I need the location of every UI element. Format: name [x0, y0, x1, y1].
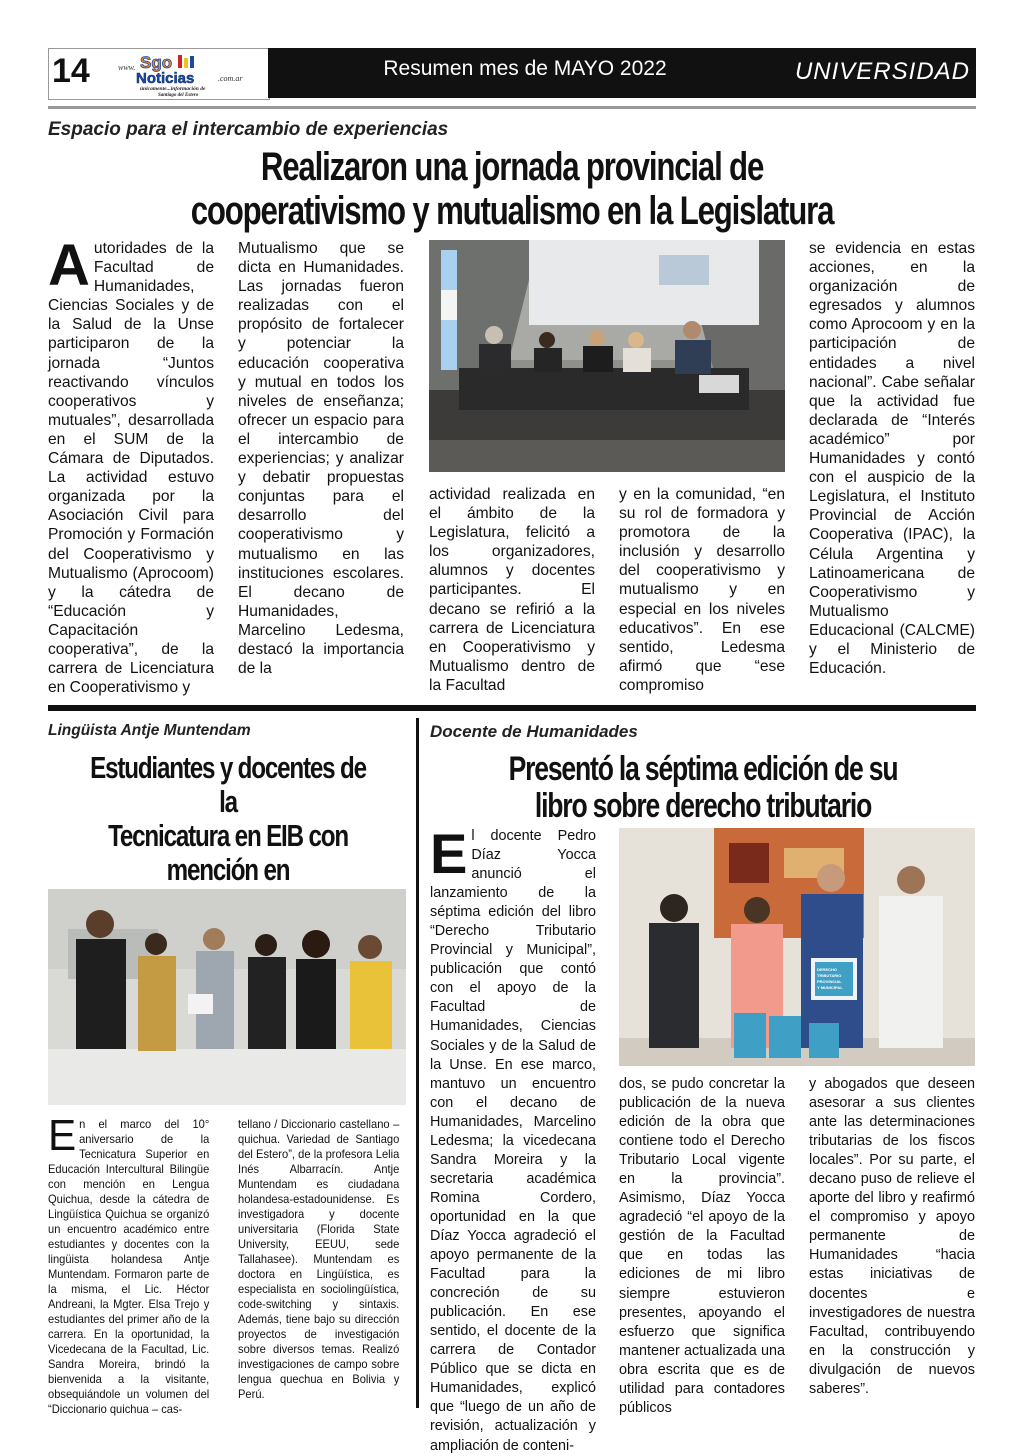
article3-col1-text: l docente Pedro Díaz Yocca anunció el lanzamiento de la séptima edición del libro “Derecho Tributario Provincial y Municipal”, publicación que contó con el apoyo de la Facultad de Humanidades, Ciencias Sociales y de la Salud de la Unse. En ese marco, mantuvo un encuentro con el decano de Humanidades, Marcelino Ledesma; la vicedecana Sandra Moreira y la secretaria académica Romina Cordero, oportunidad en la que Díaz Yocca agradeció el apoyo permanente de la Facultad para la concreción de su publicación. En ese sentido, el docente de la carrera de Contador Público que se dicta en Humanidades, explicó que “luego de un año de revisión, actualización y ampliación de conteni- — [430, 828, 596, 1454]
dictionary-book — [188, 994, 213, 1014]
article1-col5-text: se evidencia en estas acciones, en la organización de egresados y alumnos como Aprocoom y en la participación de entidades a nivel nacional”. Cabe señalar que la actividad fue declarada de “Interés académico” por Humanidades y contó con el auspicio de la Legislatura, el Instituto Provincial de Acción Cooperativa (IPAC), la Célula Argentina y Latinoamericana de Cooperativismo y Mutualismo Educacional (CALCME) y el Ministerio de Educación. — [809, 240, 975, 678]
projection-screen — [529, 240, 759, 325]
article2-col1 — [48, 1111, 210, 1416]
article3-headline — [490, 751, 916, 825]
article2-headline-line2: Tecnicatura en EIB con mención en — [108, 818, 348, 887]
logo-sgo: Sgo — [140, 53, 173, 72]
article2-kicker: Lingüista Antje Muntendam — [48, 722, 251, 739]
section-divider — [48, 705, 976, 711]
article1-col4 — [619, 485, 785, 695]
article2-col2-text: tellano / Diccionario castellano – quichua. Variedad de Santiago del Estero”, de la profesora Lelia Inés Albarracín. Antje Muntendam es ciudadana holandesa-estadounidense. Es investigadora y docente universitaria (Florida State University, EEUU, sede Tallahasee). Muntendam es doctora en Lingüística, es especialista en sociolingüística, code-switching y sintaxis. Además, tiene bajo su dirección proyectos de investigación sobre diversos temas. Realizó investigaciones de campo sobre lengua quechua en Bolivia y Perú. — [238, 1118, 400, 1401]
logo-www: www. — [118, 63, 136, 72]
table — [48, 1049, 406, 1105]
book-title-2: TRIBUTARIO — [817, 973, 842, 978]
page-number: 14 — [52, 52, 90, 90]
article2-headline-line1: Estudiantes y docentes de la — [90, 750, 366, 819]
article3-headline-line2: libro sobre derecho tributario — [534, 787, 872, 825]
article1-col5 — [809, 239, 975, 695]
article2-col1-text: n el marco del 10° aniversario de la Tecnicatura Superior en Educación Intercultural Bilingüe con mención en Lengua Quichua, desde la cátedra de Lingüística Quichua se organizó un encuentro académico entre estudiantes y docentes con la lingüista holandesa Antje Muntendam. Formaron parte de la misma, el Lic. Héctor Andreani, la Mgter. Elsa Trejo y estudiantes del primer año de la carrera. En la oportunidad, la Vicedecana de la Facultad, Lic. Sandra Moreira, brindó la bienvenida a la visitante, obsequiándole un volumen del “Diccionario quichua – cas- — [48, 1118, 210, 1416]
article1-dropcap: A — [48, 233, 90, 298]
article1-col1 — [48, 233, 214, 697]
logo-tagline-2: Santiago del Estero — [158, 93, 199, 98]
article1-col4-text: y en la comunidad, “en su rol de formadora y promotora de la inclusión y desarrollo del cooperativismo y mutualismo y en especial en los niveles educativos”. En ese sentido, Ledesma afirmó que “ese compromiso — [619, 486, 785, 694]
column-divider — [416, 718, 419, 1408]
section-title: UNIVERSIDAD — [794, 58, 970, 85]
article3-photo — [619, 828, 975, 1066]
article2-col2 — [238, 1117, 399, 1407]
article1-headline-line1: Realizaron una jornada provincial de — [260, 145, 764, 189]
sgonoticias-logo — [118, 52, 266, 98]
article3-col2-text: dos, se pudo concretar la publicación de la nueva edición de la obra que contiene todo el Derecho Tributario Local vigente en la provincia”. Asimismo, Díaz Yocca agradeció “el apoyo de la gestión de la Facultad que en todas las ediciones de mi libro siempre estuvieron presentes, apoyando el esfuerzo que significa mantener actualizada una obra escrita que es de utilidad para contadores públicos — [619, 1076, 785, 1416]
logo-tld: .com.ar — [218, 74, 243, 83]
article1-photo — [429, 240, 785, 472]
article3-headline-line1: Presentó la séptima edición de su — [508, 750, 898, 788]
article3-col1 — [430, 822, 596, 1454]
article3-kicker: Docente de Humanidades — [430, 722, 638, 741]
article1-col3-text: actividad realizada en el ámbito de la Legislatura, felicitó a los organizadores, alumnos y docentes participantes. El decano se refirió a la carrera de Licenciatura en Cooperativismo y Mutualismo dentro de la Facultad — [429, 486, 595, 694]
article2-dropcap: E — [48, 1111, 77, 1160]
article1-col3 — [429, 485, 595, 695]
article3-dropcap: E — [430, 822, 468, 885]
article1-col2-text: Mutualismo que se dicta en Humanidades. Las jornadas fueron realizadas con el propósito de fortalecer y potenciar la educación cooperativa y mutual en todos los niveles de enseñanza; ofrecer un espacio para el intercambio de experiencias; y analizar y debatir propuestas conjuntas para el desarrollo del cooperativismo y mutualismo en las instituciones escolares. El decano de Humanidades, Marcelino Ledesma, destacó la importancia de la — [238, 240, 404, 678]
article1-kicker: Espacio para el intercambio de experiencias — [48, 119, 449, 140]
article3-col3 — [809, 1075, 975, 1395]
article3-col3-text: y abogados que deseen asesorar a sus clientes ante las determinaciones tributarias de los fiscos locales”. Por su parte, el decano puso de relieve el aporte del libro y reafirmó el compromiso y apoyo permanente de Humanidades “hacia estas iniciativas de docentes e investigadores de nuestra Facultad, contribuyendo en la construcción y divulgación de nuevos saberes”. — [809, 1076, 975, 1397]
article2-photo — [48, 889, 406, 1105]
article3-col2 — [619, 1075, 785, 1416]
article1-col1-text: utoridades de la Facultad de Humanidades, Ciencias Sociales y de la Salud de la Unse participaron de la jornada “Juntos reactivando vínculos cooperativos y mutuales”, desarrollada en el SUM de la Cámara de Diputados. La actividad estuvo organizada por la Asociación Civil para Promoción y Formación del Cooperativismo y Mutualismo (Aprocoom) y la cátedra de “Educación y Capacitación cooperativa”, de la carrera de Licenciatura en Cooperativismo y — [48, 240, 214, 697]
article1-col2 — [238, 239, 404, 695]
book-title-3: PROVINCIAL — [817, 979, 842, 984]
issue-title: Resumen mes de MAYO 2022 — [383, 57, 667, 80]
article1-headline-line2: cooperativismo y mutualismo en la Legislatura — [190, 189, 834, 233]
logo-tagline-1: únicamente...información de — [140, 86, 206, 92]
logo-noticias: Noticias — [136, 70, 195, 87]
book-stack — [734, 1013, 766, 1058]
book-title-1: DERECHO — [817, 967, 838, 972]
book-title-4: Y MUNICIPAL — [817, 985, 843, 990]
article1-headline — [150, 145, 874, 233]
header-rule — [48, 106, 976, 109]
projector — [699, 375, 739, 393]
